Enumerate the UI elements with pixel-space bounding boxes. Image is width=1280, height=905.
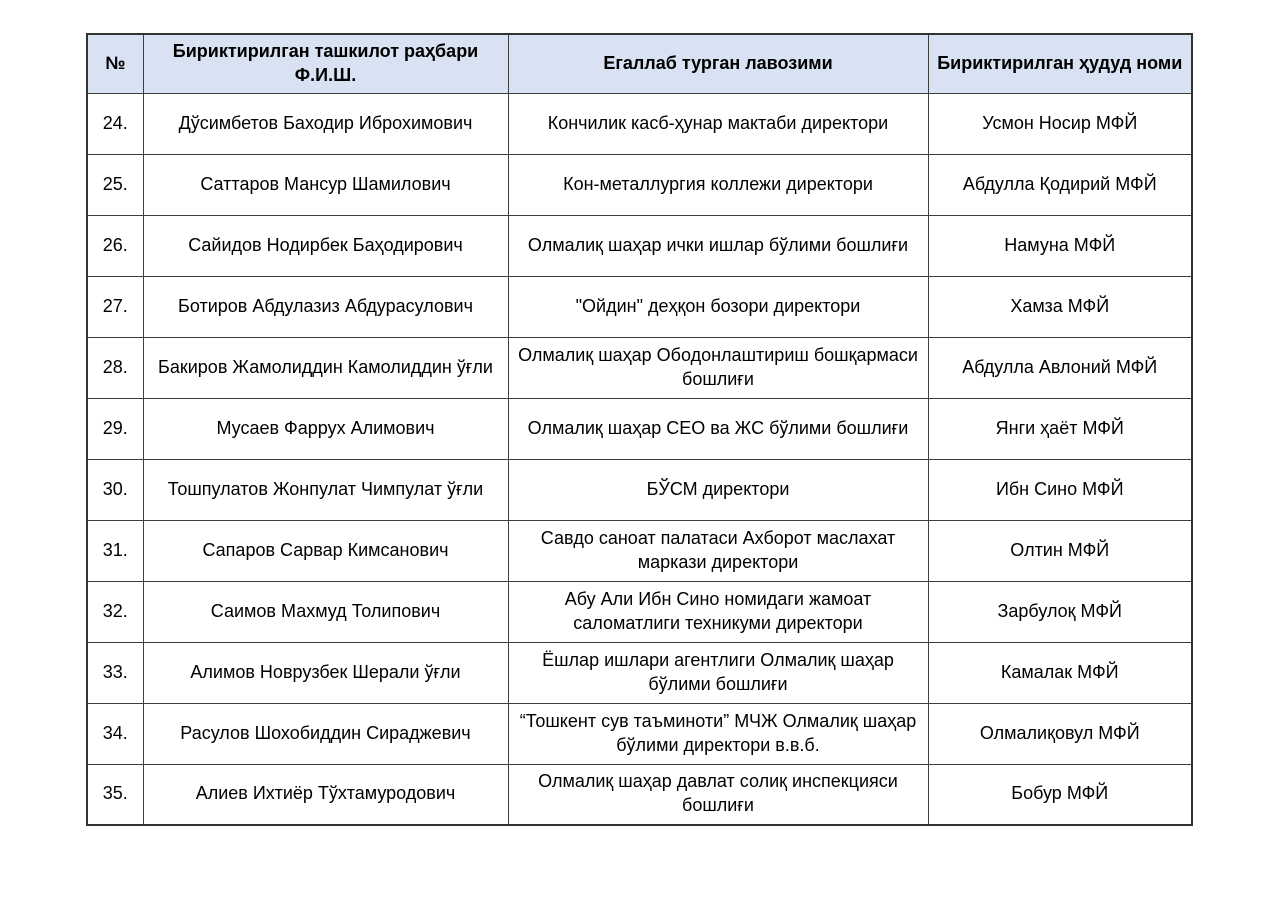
cell-territory: Абдулла Авлоний МФЙ (928, 337, 1192, 398)
cell-number: 34. (87, 703, 143, 764)
cell-leader-name: Мусаев Фаррух Алимович (143, 398, 508, 459)
cell-territory: Бобур МФЙ (928, 764, 1192, 825)
table-body (87, 93, 1192, 825)
table-row (87, 93, 1192, 154)
col-header-leader-name: Бириктирилган ташкилот раҳбари Ф.И.Ш. (143, 34, 508, 93)
cell-territory: Янги ҳаёт МФЙ (928, 398, 1192, 459)
cell-number: 35. (87, 764, 143, 825)
cell-territory: Зарбулоқ МФЙ (928, 581, 1192, 642)
cell-position: Ёшлар ишлари агентлиги Олмалиқ шаҳар бўлими бошлиғи (508, 642, 928, 703)
cell-leader-name: Саттаров Мансур Шамилович (143, 154, 508, 215)
table-row (87, 276, 1192, 337)
cell-leader-name: Расулов Шохобиддин Сираджевич (143, 703, 508, 764)
cell-territory: Камалак МФЙ (928, 642, 1192, 703)
cell-number: 30. (87, 459, 143, 520)
cell-territory: Намуна МФЙ (928, 215, 1192, 276)
table-row (87, 642, 1192, 703)
cell-number: 25. (87, 154, 143, 215)
cell-leader-name: Бакиров Жамолиддин Камолиддин ўғли (143, 337, 508, 398)
cell-position: БЎСМ директори (508, 459, 928, 520)
cell-number: 28. (87, 337, 143, 398)
cell-leader-name: Дўсимбетов Баходир Иброхимович (143, 93, 508, 154)
cell-position: Олмалиқ шаҳар Ободонлаштириш бошқармаси бошлиғи (508, 337, 928, 398)
cell-leader-name: Алимов Новрузбек Шерали ўғли (143, 642, 508, 703)
table-row (87, 520, 1192, 581)
cell-leader-name: Ботиров Абдулазиз Абдурасулович (143, 276, 508, 337)
cell-territory: Усмон Носир МФЙ (928, 93, 1192, 154)
cell-territory: Олмалиқовул МФЙ (928, 703, 1192, 764)
table-row (87, 703, 1192, 764)
cell-leader-name: Саимов Махмуд Толипович (143, 581, 508, 642)
cell-position: Абу Али Ибн Сино номидаги жамоат саломатлиги техникуми директори (508, 581, 928, 642)
cell-territory: Ибн Сино МФЙ (928, 459, 1192, 520)
assignments-table (86, 33, 1193, 826)
cell-number: 26. (87, 215, 143, 276)
col-header-territory: Бириктирилган ҳудуд номи (928, 34, 1192, 93)
cell-position: Олмалиқ шаҳар давлат солиқ инспекцияси бошлиғи (508, 764, 928, 825)
col-header-position: Егаллаб турган лавозими (508, 34, 928, 93)
cell-leader-name: Сапаров Сарвар Кимсанович (143, 520, 508, 581)
table-header (87, 34, 1192, 93)
table-row (87, 459, 1192, 520)
cell-position: Кон-металлургия коллежи директори (508, 154, 928, 215)
cell-position: Олмалиқ шаҳар СЕО ва ЖС бўлими бошлиғи (508, 398, 928, 459)
cell-number: 32. (87, 581, 143, 642)
cell-number: 24. (87, 93, 143, 154)
table-row (87, 764, 1192, 825)
cell-leader-name: Алиев Ихтиёр Тўхтамуродович (143, 764, 508, 825)
cell-position: Савдо саноат палатаси Ахборот маслахат маркази директори (508, 520, 928, 581)
cell-number: 33. (87, 642, 143, 703)
table-row (87, 337, 1192, 398)
cell-territory: Абдулла Қодирий МФЙ (928, 154, 1192, 215)
cell-leader-name: Сайидов Нодирбек Баҳодирович (143, 215, 508, 276)
col-header-number: № (87, 34, 143, 93)
table-row (87, 215, 1192, 276)
cell-number: 29. (87, 398, 143, 459)
cell-leader-name: Тошпулатов Жонпулат Чимпулат ўғли (143, 459, 508, 520)
cell-position: "Ойдин" деҳқон бозори директори (508, 276, 928, 337)
cell-position: Олмалиқ шаҳар ички ишлар бўлими бошлиғи (508, 215, 928, 276)
cell-number: 31. (87, 520, 143, 581)
table-row (87, 398, 1192, 459)
table-row (87, 581, 1192, 642)
cell-position: “Тошкент сув таъминоти” МЧЖ Олмалиқ шаҳар бўлими директори в.в.б. (508, 703, 928, 764)
cell-number: 27. (87, 276, 143, 337)
cell-position: Кончилик касб-ҳунар мактаби директори (508, 93, 928, 154)
header-row (87, 34, 1192, 93)
cell-territory: Хамза МФЙ (928, 276, 1192, 337)
cell-territory: Олтин МФЙ (928, 520, 1192, 581)
table-row (87, 154, 1192, 215)
